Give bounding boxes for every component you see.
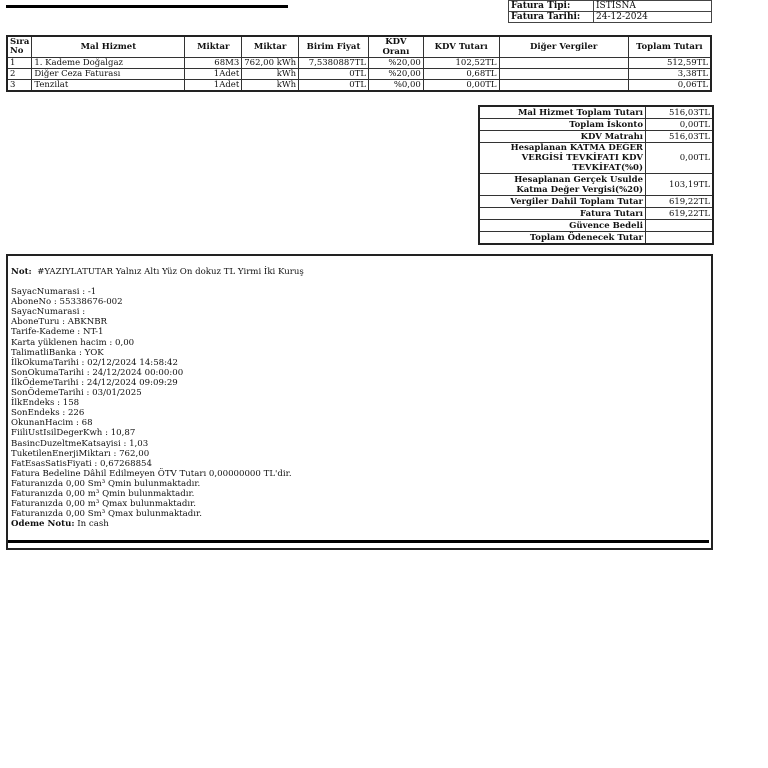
hesaplanan-kdv-value: 103,19TL — [646, 174, 714, 196]
cell-sira: 1 — [7, 58, 32, 69]
note-sayac-numarasi-2: SayacNumarasi : — [11, 307, 86, 318]
col-header-miktar-2: Miktar — [242, 36, 299, 58]
cell-mal-hizmet: 1. Kademe Doğalgaz — [32, 58, 185, 69]
note-abone-no: AboneNo : 55338676-002 — [11, 297, 123, 308]
table-row — [7, 80, 711, 92]
fatura-tipi-label: Fatura Tipi: — [509, 1, 594, 12]
totals-row — [479, 106, 713, 119]
note-son-endeks: SonEndeks : 226 — [11, 408, 85, 419]
cell-mal-hizmet: Tenzilat — [32, 80, 185, 92]
vergiler-dahil-label: Vergiler Dahil Toplam Tutar — [479, 196, 646, 208]
note-okunan-hacim: OkunanHacim : 68 — [11, 418, 93, 429]
guvence-bedeli-value — [646, 220, 714, 232]
col-header-miktar: Miktar — [185, 36, 242, 58]
cell-kdv-orani: %20,00 — [368, 58, 423, 69]
cell-kdv-tutari: 102,52TL — [423, 58, 499, 69]
cell-miktar: 1Adet — [185, 80, 242, 92]
toplam-odenecek-label: Toplam Ödenecek Tutar — [479, 232, 646, 245]
note-sayac-numarasi: SayacNumarasi : -1 — [11, 287, 97, 298]
mal-hizmet-toplam-label: Mal Hizmet Toplam Tutarı — [479, 106, 646, 119]
fatura-tarihi-label: Fatura Tarihi: — [509, 12, 594, 23]
cell-sira: 3 — [7, 80, 32, 92]
cell-sira: 2 — [7, 69, 32, 80]
cell-diger-vergiler — [499, 80, 628, 92]
fatura-tarihi-value: 24-12-2024 — [594, 12, 712, 23]
cell-kdv-orani: %0,00 — [368, 80, 423, 92]
fatura-tarihi-row — [509, 12, 712, 23]
kdv-tevkifat-label: Hesaplanan KATMA DEĞER VERGİSİ TEVKİFATI KDV TEVKİFAT(%0) — [479, 143, 646, 174]
cell-toplam-tutari: 512,59TL — [628, 58, 711, 69]
totals-row — [479, 196, 713, 208]
note-m3-qmin: Faturanızda 0,00 m³ Qmin bulunmaktadır. — [11, 488, 195, 499]
fatura-tutari-value: 619,22TL — [646, 208, 714, 220]
note-otv-tutari: Fatura Bedeline Dâhil Edilmeyen ÖTV Tutarı 0,00000000 TL'dir. — [11, 468, 292, 479]
note-ilk-odeme-tarihi: İlkÖdemeTarihi : 24/12/2024 09:09:29 — [11, 377, 178, 388]
note-son-okuma-tarihi: SonOkumaTarihi : 24/12/2024 00:00:00 — [11, 367, 184, 378]
note-talimatli-banka: TalimatliBanka : YOK — [11, 347, 104, 358]
totals-row — [479, 220, 713, 232]
items-header-row — [7, 36, 711, 58]
note-tuketilen-enerji: TuketilenEnerjiMiktarı : 762,00 — [11, 448, 150, 459]
cell-miktar-2: 762,00 kWh — [242, 58, 299, 69]
totals-row — [479, 232, 713, 245]
note-basinc-duzeltme: BasincDuzeltmeKatsayisi : 1,03 — [11, 438, 149, 449]
guvence-bedeli-label: Güvence Bedeli — [479, 220, 646, 232]
totals-row — [479, 174, 713, 196]
hesaplanan-kdv-label: Hesaplanan Gerçek Usulde Katma Değer Vergisi(%20) — [479, 174, 646, 196]
cell-birim-fiyat: 7,5380887TL — [299, 58, 369, 69]
cell-diger-vergiler — [499, 69, 628, 80]
cell-miktar-2: kWh — [242, 80, 299, 92]
table-row — [7, 69, 711, 80]
cell-toplam-tutari: 0,06TL — [628, 80, 711, 92]
totals-row — [479, 131, 713, 143]
bottom-rule — [8, 540, 709, 543]
note-ilk-endeks: İlkEndeks : 158 — [11, 398, 80, 409]
cell-mal-hizmet: Diğer Ceza Faturası — [32, 69, 185, 80]
totals-row — [479, 119, 713, 131]
cell-kdv-tutari: 0,68TL — [423, 69, 499, 80]
odeme-notu-line — [11, 519, 711, 529]
cell-kdv-tutari: 0,00TL — [423, 80, 499, 92]
note-m3-qmax: Faturanızda 0,00 m³ Qmax bulunmaktadır. — [11, 499, 197, 510]
col-header-toplam-tutari: Toplam Tutarı — [628, 36, 711, 58]
top-rule — [6, 5, 288, 8]
col-header-diger-vergiler: Diğer Vergiler — [499, 36, 628, 58]
cell-toplam-tutari: 3,38TL — [628, 69, 711, 80]
toplam-iskonto-label: Toplam İskonto — [479, 119, 646, 131]
mal-hizmet-toplam-value: 516,03TL — [646, 106, 714, 119]
note-ilk-okuma-tarihi: İlkOkumaTarihi : 02/12/2024 14:58:42 — [11, 357, 178, 368]
totals-row — [479, 208, 713, 220]
fatura-tipi-value: İSTİSNA — [594, 1, 712, 12]
cell-birim-fiyat: 0TL — [299, 69, 369, 80]
note-line — [11, 267, 711, 277]
col-header-sira: Sıra No — [7, 36, 32, 58]
col-header-kdv-tutari: KDV Tutarı — [423, 36, 499, 58]
note-abone-turu: AboneTuru : ABKNBR — [11, 317, 108, 328]
note-label: Not: — [11, 267, 32, 277]
toplam-iskonto-value: 0,00TL — [646, 119, 714, 131]
cell-miktar: 68M3 — [185, 58, 242, 69]
cell-diger-vergiler — [499, 58, 628, 69]
notes-box — [6, 254, 713, 550]
kdv-tevkifat-value: 0,00TL — [646, 143, 714, 174]
kdv-matrahi-label: KDV Matrahı — [479, 131, 646, 143]
cell-birim-fiyat: 0TL — [299, 80, 369, 92]
note-fiili-ust-isil-deger: FiiliUstIsilDegerKwh : 10,87 — [11, 428, 136, 439]
cell-miktar-2: kWh — [242, 69, 299, 80]
vergiler-dahil-value: 619,22TL — [646, 196, 714, 208]
col-header-birim-fiyat: Birim Fiyat — [299, 36, 369, 58]
items-table — [6, 35, 712, 92]
note-karta-yuklenen-hacim: Karta yüklenen hacim : 0,00 — [11, 337, 135, 348]
totals-table — [478, 105, 714, 245]
cell-kdv-orani: %20,00 — [368, 69, 423, 80]
totals-row — [479, 143, 713, 174]
fatura-tipi-row — [509, 1, 712, 12]
toplam-odenecek-value — [646, 232, 714, 245]
kdv-matrahi-value: 516,03TL — [646, 131, 714, 143]
note-sm3-qmax: Faturanızda 0,00 Sm³ Qmax bulunmaktadır. — [11, 509, 202, 520]
note-son-odeme-tarihi: SonÖdemeTarihi : 03/01/2025 — [11, 388, 142, 399]
note-tarife-kademe: Tarife-Kademe : NT-1 — [11, 327, 104, 338]
odeme-notu-label: Odeme Notu: — [11, 519, 75, 530]
note-sm3-qmin: Faturanızda 0,00 Sm³ Qmin bulunmaktadır. — [11, 478, 201, 489]
col-header-kdv-orani: KDV Oranı — [368, 36, 423, 58]
note-text: #YAZIYLATUTAR Yalnız Altı Yüz On dokuz TL Yirmi İki Kuruş — [37, 267, 304, 277]
invoice-meta-table — [508, 0, 712, 23]
fatura-tutari-label: Fatura Tutarı — [479, 208, 646, 220]
col-header-mal-hizmet: Mal Hizmet — [32, 36, 185, 58]
table-row — [7, 58, 711, 69]
odeme-notu-value: In cash — [77, 519, 109, 530]
cell-miktar: 1Adet — [185, 69, 242, 80]
note-fat-esas-satis-fiyati: FatEsasSatisFiyati : 0,67268854 — [11, 458, 152, 469]
